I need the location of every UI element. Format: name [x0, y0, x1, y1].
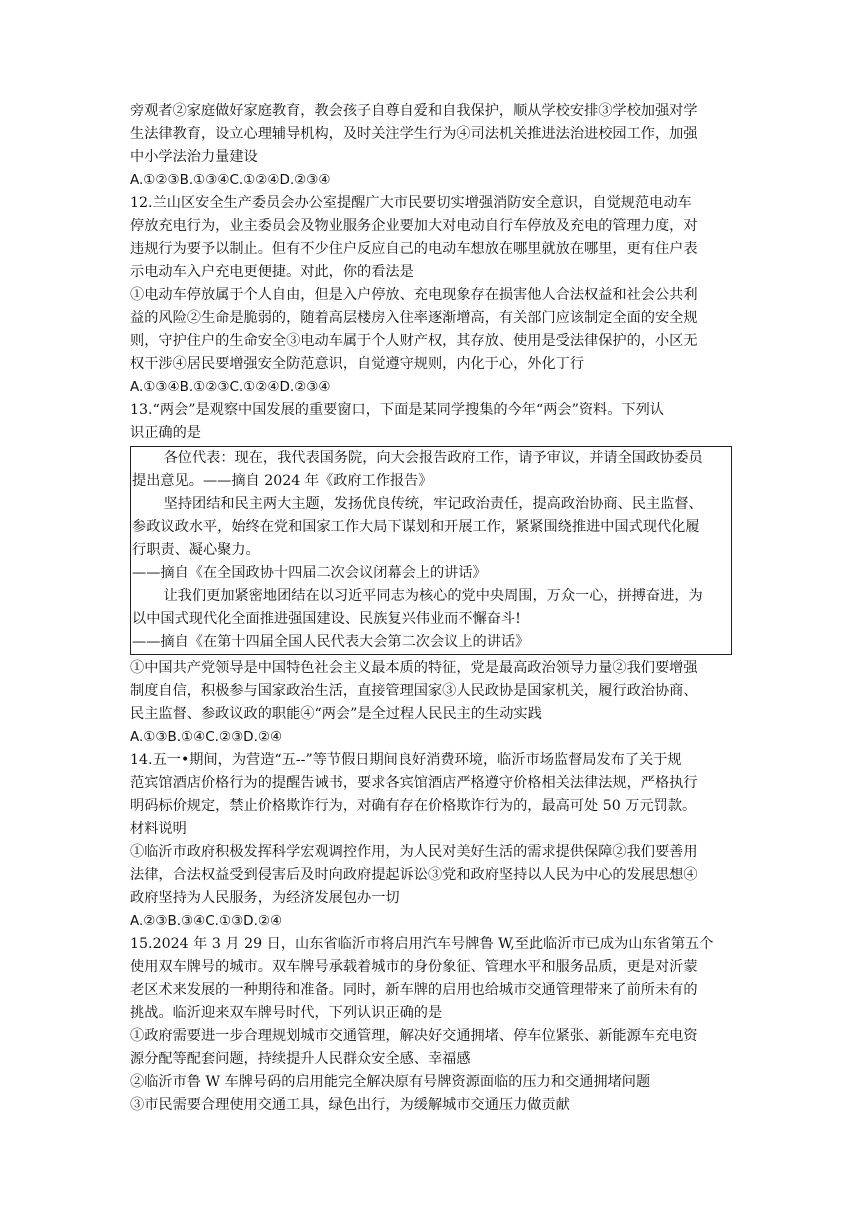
- q13-options: A.①③B.①④C.②③D.②④: [130, 729, 283, 745]
- material-box: [130, 446, 732, 655]
- text-line: 使用双车牌号的城市。双车牌号承载着城市的身份象征、管理水平和服务品质，更是对沂蒙: [130, 959, 698, 975]
- question-13: [130, 399, 732, 749]
- text-line: 违规行为要予以制止。但有不少住户反应自己的电动车想放在哪里就放在哪里，更有住户表: [130, 241, 698, 257]
- text-line: 识正确的是: [130, 425, 201, 441]
- box-line: ——摘自《在第十四届全国人民代表大会第二次会议上的讲话》: [132, 634, 530, 650]
- q12-options: A.①③④B.①②③C.①②④D.②③④: [130, 379, 331, 395]
- exam-page: [130, 100, 732, 1117]
- text-line: 法律，合法权益受到侵害后及时向政府提起诉讼③党和政府坚持以人民为中心的发展思想④: [130, 867, 698, 883]
- box-line: ——摘自《在全国政协十四届二次会议闭幕会上的讲话》: [132, 565, 487, 581]
- text-line: 制度自信，积极参与国家政治生活，直接管理国家③人民政协是国家机关，履行政治协商、: [130, 683, 698, 699]
- text-line: ③市民需要合理使用交通工具，绿色出行，为缓解城市交通压力做贡献: [130, 1097, 570, 1113]
- text-line: 生法律教育，设立心理辅导机构，及时关注学生行为④司法机关推进法治进校园工作，加强: [130, 126, 698, 142]
- text-line: 挑战。临沂迎来双车牌号时代，下列认识正确的是: [130, 1005, 443, 1021]
- text-line: ①电动车停放属于个人自由，但是入户停放、充电现象存在损害他人合法权益和社会公共利: [130, 287, 698, 303]
- question-14: [130, 749, 732, 933]
- q11-continuation: [130, 100, 732, 192]
- text-line: 12.兰山区安全生产委员会办公室提醒广大市民要切实增强消防安全意识，自觉规范电动车: [130, 195, 692, 211]
- text-line: 中小学法治力量建设: [130, 149, 258, 165]
- text-line: 材料说明: [130, 821, 187, 837]
- q11-options: A.①②③B.①③④C.①②④D.②③④: [130, 172, 331, 188]
- text-line: 旁观者②家庭做好家庭教育，教会孩子自尊自爱和自我保护，顺从学校安排③学校加强对学: [130, 103, 698, 119]
- box-line: 提出意见。——摘自 2024 年《政府工作报告》: [132, 473, 433, 489]
- text-line: 13.“两会”是观察中国发展的重要窗口，下面是某同学搜集的今年“两会”资料。下列认: [130, 402, 664, 418]
- text-line: 则，守护住户的生命安全③电动车属于个人财产权，其存放、使用是受法律保护的，小区无: [130, 333, 698, 349]
- text-line: ①中国共产党领导是中国特色社会主义最本质的特征，党是最高政治领导力量②我们要增强: [130, 660, 698, 676]
- box-line: 坚持团结和民主两大主题，发扬优良传统，牢记政治责任，提高政治协商、民主监督、: [132, 496, 703, 512]
- text-line: 源分配等配套问题，持续提升人民群众安全感、幸福感: [130, 1051, 471, 1067]
- box-line: 以中国式现代化全面推进强国建设、民族复兴伟业而不懈奋斗!: [132, 611, 521, 627]
- box-line: 参政议政水平，始终在党和国家工作大局下谋划和开展工作，紧紧围绕推进中国式现代化履: [132, 519, 700, 535]
- q14-options: A.②③B.③④C.①③D.②④: [130, 913, 283, 929]
- text-line: ②临沂市鲁 W 车牌号码的启用能完全解决原有号牌资源面临的压力和交通拥堵问题: [130, 1074, 651, 1090]
- box-line: 各位代表：现在，我代表国务院，向大会报告政府工作，请予审议，并请全国政协委员: [132, 450, 703, 466]
- box-line: 行职责、凝心聚力。: [132, 542, 260, 558]
- text-line: ①临沂市政府积极发挥科学宏观调控作用，为人民对美好生活的需求提供保障②我们要善用: [130, 844, 698, 860]
- question-12: [130, 192, 732, 399]
- box-line: 让我们更加紧密地团结在以习近平同志为核心的党中央周围，万众一心，拼搏奋进，为: [132, 588, 703, 604]
- text-line: 停放充电行为，业主委员会及物业服务企业要加大对电动自行车停放及充电的管理力度，对: [130, 218, 698, 234]
- text-line: 民主监督、参政议政的职能④“两会”是全过程人民民主的生动实践: [130, 706, 542, 722]
- text-line: 政府坚持为人民服务，为经济发展包办一切: [130, 890, 400, 906]
- text-line: 14.五一•期间，为营造“五--”等节假日期间良好消费环境，临沂市场监督局发布了关于规: [130, 752, 682, 768]
- text-line: 示电动车入户充电更便捷。对此，你的看法是: [130, 264, 414, 280]
- text-line: 明码标价规定，禁止价格欺诈行为，对确有存在价格欺诈行为的，最高可处 50 万元罚款。: [130, 798, 697, 814]
- text-line: 范宾馆酒店价格行为的提醒告诫书，要求各宾馆酒店严格遵守价格相关法律法规，严格执行: [130, 775, 698, 791]
- text-line: 益的风险②生命是脆弱的，随着高层楼房入住率逐渐增高，有关部门应该制定全面的安全规: [130, 310, 698, 326]
- text-line: 老区术来发展的一种期待和准备。同时，新车牌的启用也给城市交通管理带来了前所未有的: [130, 982, 698, 998]
- text-line: ①政府需要进一步合理规划城市交通管理，解决好交通拥堵、停车位紧张、新能源车充电资: [130, 1028, 698, 1044]
- text-line: 权干涉④居民要增强安全防范意识，自觉遵守规则，内化于心，外化丁行: [130, 356, 585, 372]
- text-line: 15.2024 年 3 月 29 日，山东省临沂市将启用汽车号牌鲁 W,至此临沂市已成为山东省第五个: [130, 936, 714, 952]
- question-15: [130, 933, 732, 1117]
